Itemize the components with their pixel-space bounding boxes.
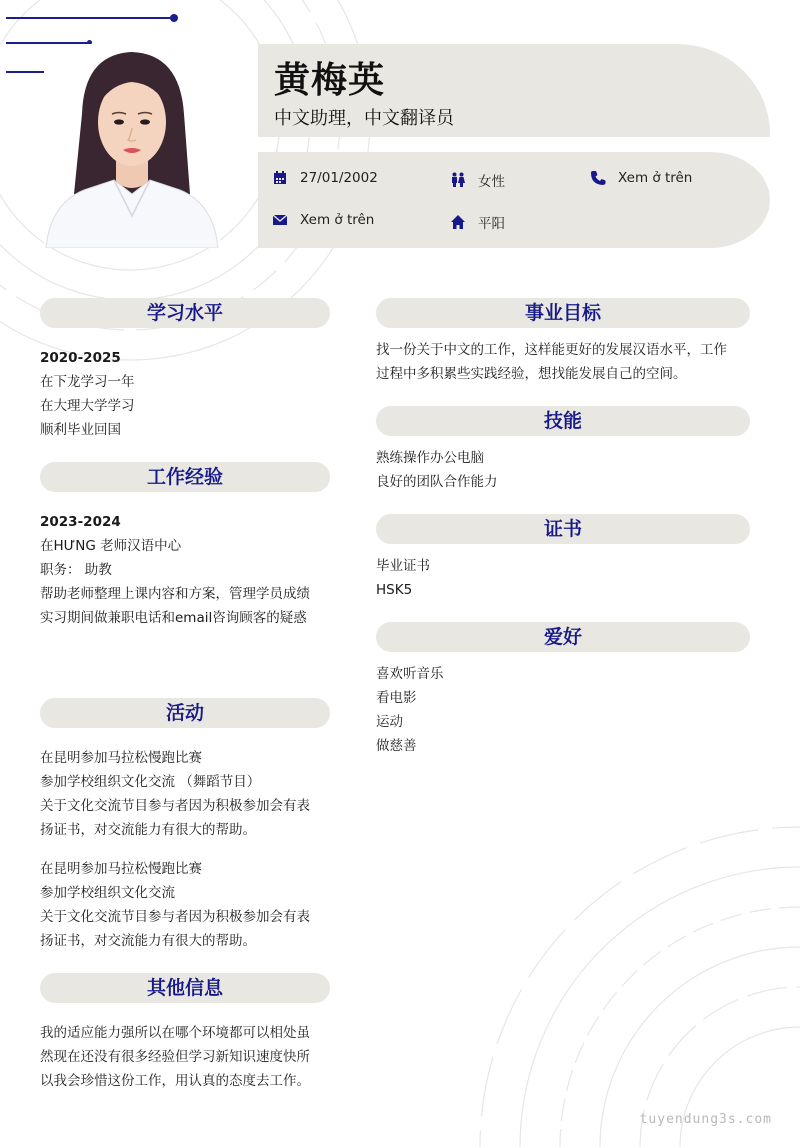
candidate-title: 中文助理，中文翻译员 [274, 108, 454, 129]
address-value: 平阳 [478, 216, 505, 232]
activity-line: 参加学校组织文化交流 [40, 885, 175, 901]
skill-line: 熟练操作办公电脑 [376, 450, 484, 466]
other-info-line: 然现在还没有很多经验但学习新知识速度快所 [40, 1049, 310, 1065]
experience-line: 在HƯNG 老师汉语中心 [40, 538, 182, 554]
email-value: Xem ở trên [300, 212, 375, 228]
hobby-line: 做慈善 [376, 738, 417, 754]
experience-line: 实习期间做兼职电话和email咨询顾客的疑惑 [40, 610, 307, 626]
activity-line: 在昆明参加马拉松慢跑比赛 [40, 750, 202, 766]
info-address [450, 212, 505, 232]
hobby-line: 运动 [376, 714, 403, 730]
phone-icon [590, 170, 606, 186]
hobbies-content [376, 662, 750, 758]
objective-heading: 事业目标 [376, 298, 750, 328]
other-info-heading: 其他信息 [40, 973, 330, 1003]
activities-block-1 [40, 746, 340, 842]
activity-line: 扬证书，对交流能力有很大的帮助。 [40, 822, 256, 838]
contact-info-panel [258, 152, 770, 248]
activity-line: 参加学校组织文化交流 （舞蹈节目） [40, 774, 261, 790]
home-icon [450, 214, 466, 230]
education-line: 在下龙学习一年 [40, 374, 135, 390]
activities-block-2 [40, 857, 340, 953]
experience-content [40, 510, 340, 630]
experience-line: 帮助老师整理上课内容和方案，管理学员成绩 [40, 586, 310, 602]
gender-icon [450, 172, 466, 188]
education-line: 顺利毕业回国 [40, 422, 121, 438]
info-email [272, 212, 374, 228]
calendar-icon [272, 170, 288, 186]
experience-year: 2023-2024 [40, 514, 121, 530]
objective-line: 找一份关于中文的工作，这样能更好的发展汉语水平，工作 [376, 342, 727, 358]
email-icon [272, 212, 288, 228]
birthday-value: 27/01/2002 [300, 170, 378, 186]
other-info-content [40, 1021, 340, 1093]
site-watermark: tuyendung3s.com [639, 1112, 772, 1127]
activity-line: 关于文化交流节目参与者因为积极参加会有表 [40, 798, 310, 814]
hobbies-heading: 爱好 [376, 622, 750, 652]
hobby-line: 喜欢听音乐 [376, 666, 444, 682]
candidate-name: 黄梅英 [274, 60, 386, 101]
education-year: 2020-2025 [40, 350, 121, 366]
activities-heading: 活动 [40, 698, 330, 728]
decor-line-1 [6, 17, 174, 19]
certificates-heading: 证书 [376, 514, 750, 544]
education-line: 在大理大学学习 [40, 398, 135, 414]
other-info-line: 我的适应能力强所以在哪个环境都可以相处虽 [40, 1025, 310, 1041]
info-birthday [272, 170, 378, 186]
certificate-line: HSK5 [376, 582, 413, 598]
experience-line: 职务： 助教 [40, 562, 112, 578]
info-phone [590, 170, 692, 186]
hobby-line: 看电影 [376, 690, 417, 706]
other-info-line: 以我会珍惜这份工作，用认真的态度去工作。 [40, 1073, 310, 1089]
info-gender [450, 170, 505, 190]
experience-heading: 工作经验 [40, 462, 330, 492]
phone-value: Xem ở trên [618, 170, 693, 186]
profile-photo [44, 44, 220, 248]
certificates-content [376, 554, 750, 602]
education-content [40, 346, 330, 442]
activity-line: 在昆明参加马拉松慢跑比赛 [40, 861, 202, 877]
education-heading: 学习水平 [40, 298, 330, 328]
decor-dot-1 [170, 14, 178, 22]
objective-line: 过程中多积累些实践经验，想找能发展自己的空间。 [376, 366, 687, 382]
certificate-line: 毕业证书 [376, 558, 430, 574]
objective-content [376, 338, 756, 386]
gender-value: 女性 [478, 174, 505, 190]
name-panel [258, 44, 770, 137]
activity-line: 关于文化交流节目参与者因为积极参加会有表 [40, 909, 310, 925]
skills-content [376, 446, 750, 494]
activity-line: 扬证书，对交流能力有很大的帮助。 [40, 933, 256, 949]
skill-line: 良好的团队合作能力 [376, 474, 498, 490]
skills-heading: 技能 [376, 406, 750, 436]
